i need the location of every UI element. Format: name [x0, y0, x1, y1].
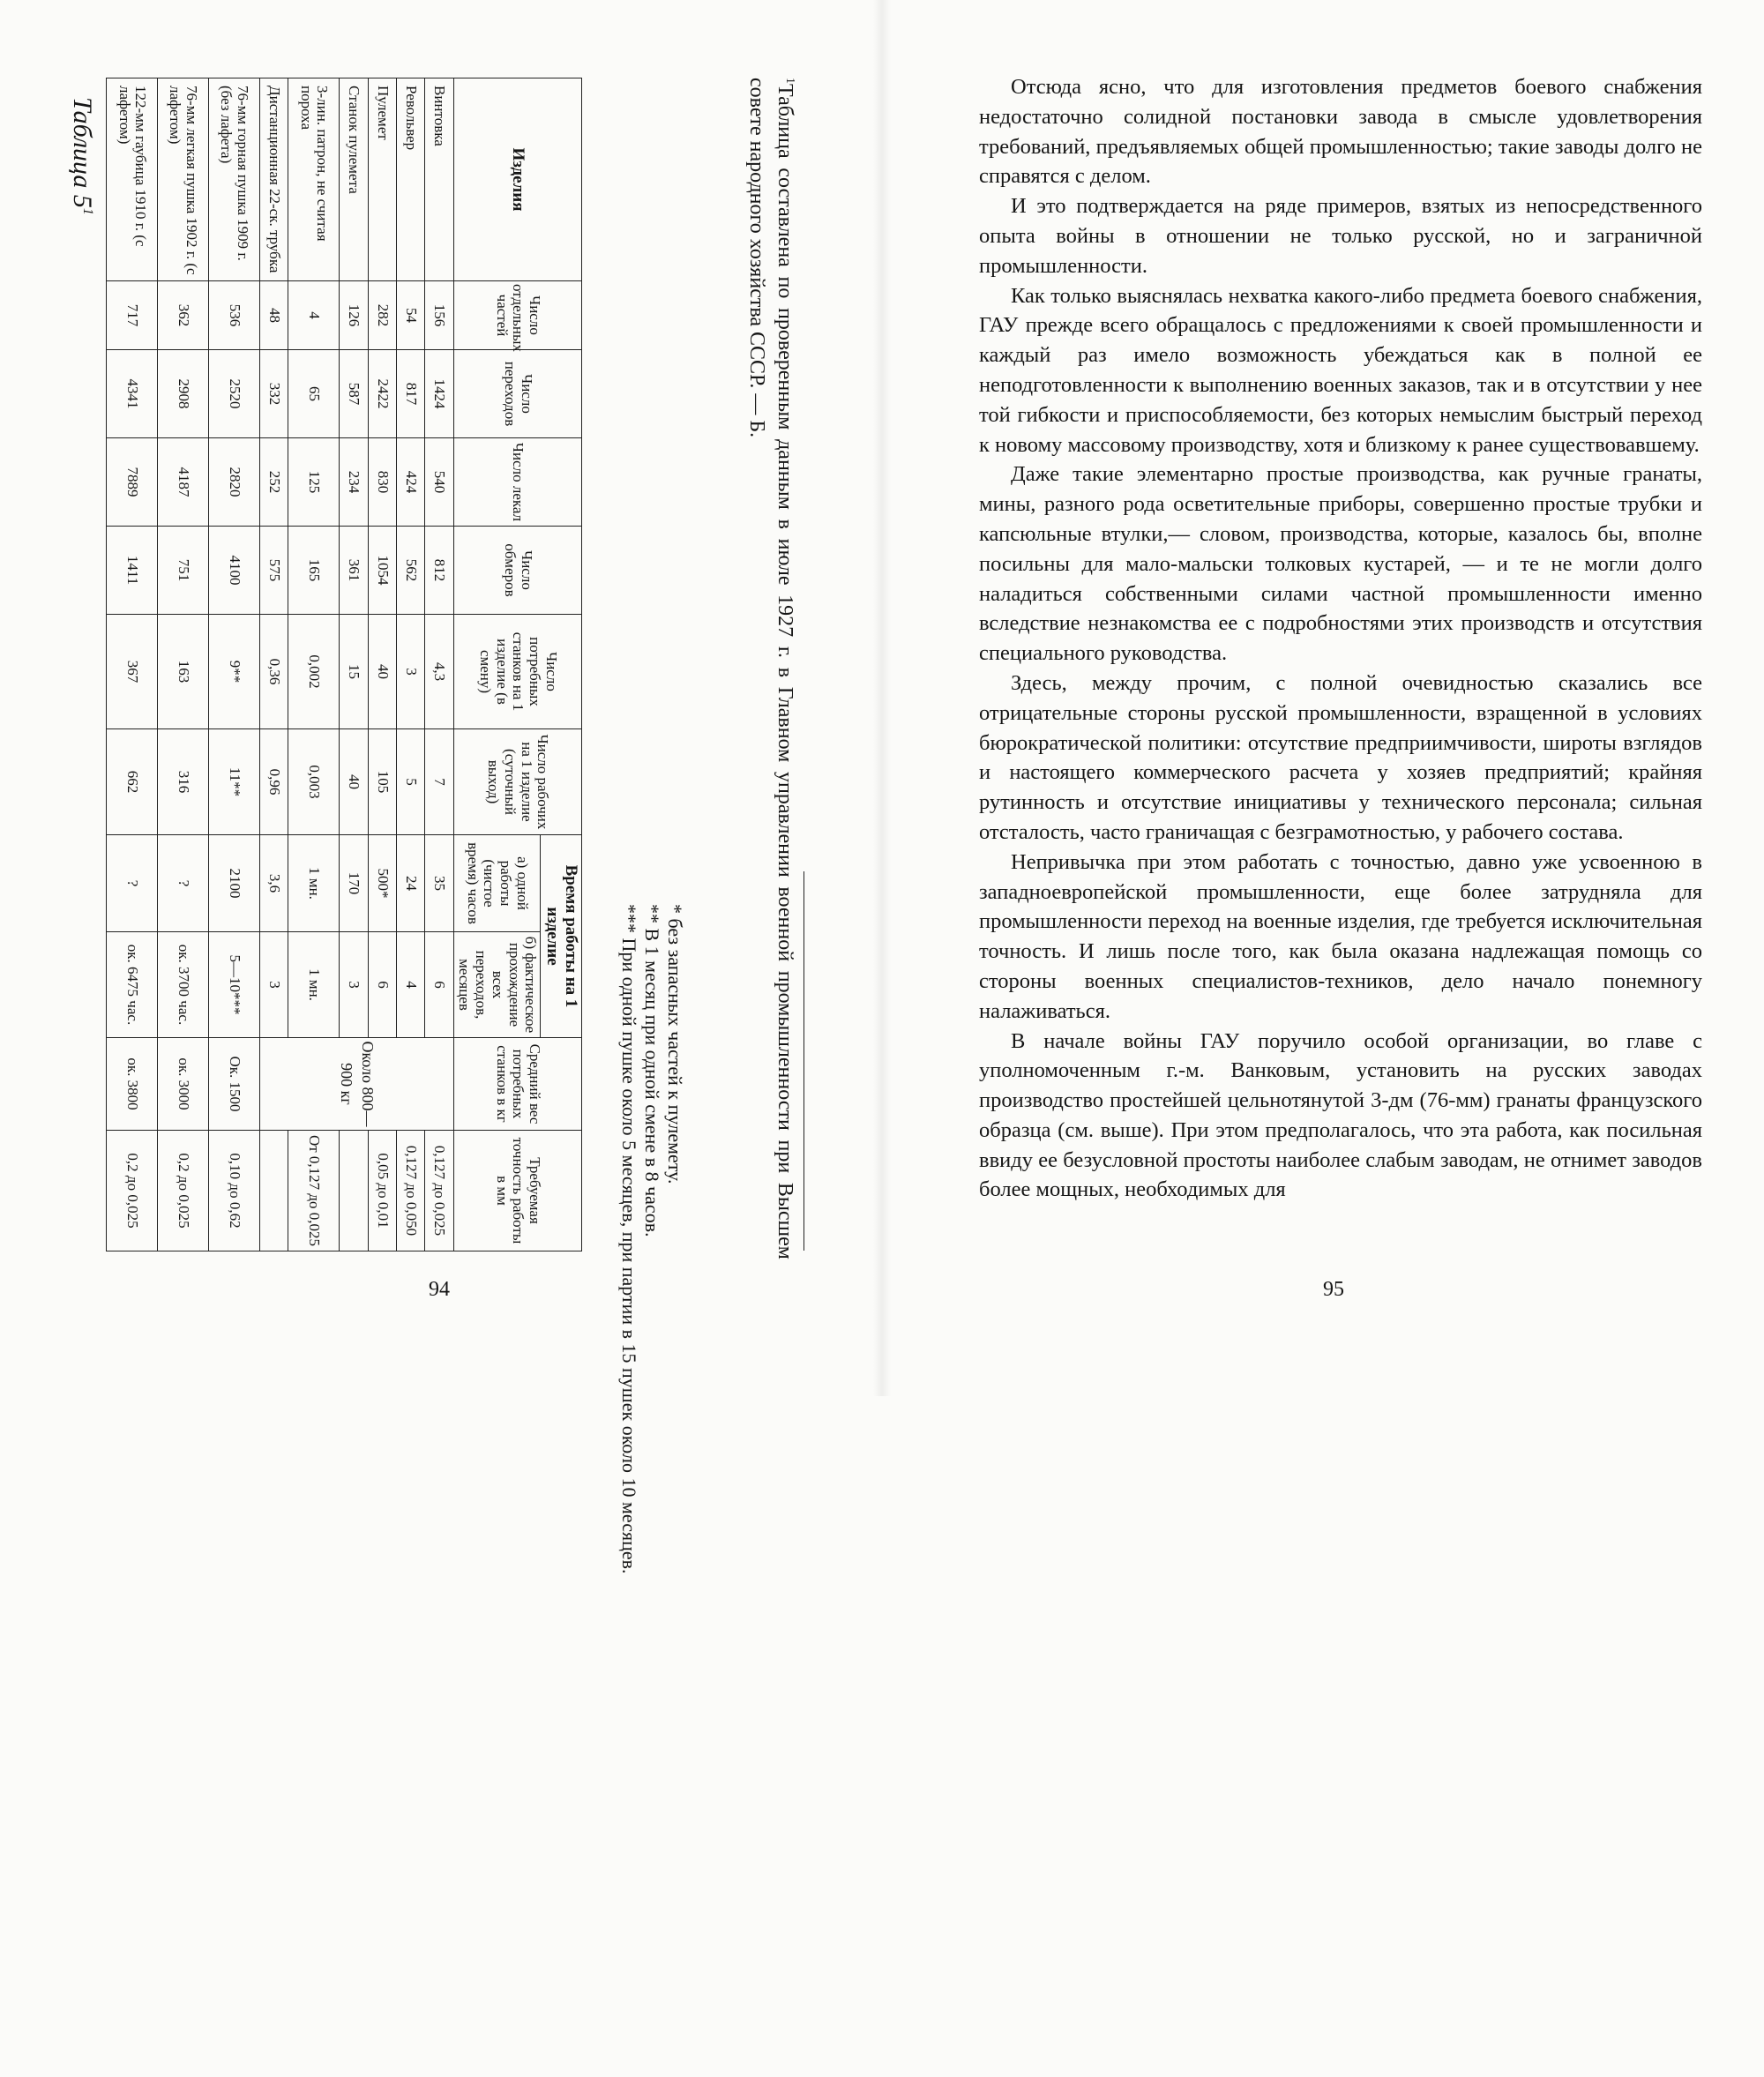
- table-cell-parts: 536: [208, 281, 259, 350]
- table-notes: [617, 904, 686, 2077]
- table-cell-time-b: 1 мн.: [288, 932, 340, 1038]
- table-cell-ops: 2908: [158, 350, 209, 438]
- table-cell-workers: 105: [368, 729, 396, 835]
- table-cell-item: 76-мм горная пушка 1909 г. (без лафета): [208, 78, 259, 281]
- table-cell-item: Дистанционная 22-ск. трубка: [259, 78, 288, 281]
- paragraph: Отсюда ясно, что для изготовления предметов боевого снабжения недостаточно солидной постановки завода в смысле удовлетворения требований, предъявляемых общей промышленностью; такие заводы долго не справятся с делом.: [979, 75, 1702, 189]
- table-cell-tools: 125: [288, 438, 340, 527]
- body-text: [979, 72, 1702, 1205]
- table-cell-ops: 65: [288, 350, 340, 438]
- table-cell-machines: 0,36: [259, 615, 288, 729]
- col-time-a-header: а) одной работы (чистое время) часов: [453, 835, 540, 932]
- table-cell-workers: 316: [158, 729, 209, 835]
- table-row: [425, 78, 453, 1251]
- table-cell-weight: ок. 3800: [107, 1038, 158, 1131]
- col-time-b-header: б) фактическое прохождение всех переходов, месяцев: [453, 932, 540, 1038]
- table-cell-gauges: 1411: [107, 527, 158, 615]
- right-page: [882, 0, 1764, 1396]
- table-cell-item: 3-лин. патрон, не считая пороха: [288, 78, 340, 281]
- table-cell-gauges: 1054: [368, 527, 396, 615]
- table-cell-precision: [259, 1131, 288, 1251]
- table-cell-workers: 7: [425, 729, 453, 835]
- table-cell-time-a: ?: [107, 835, 158, 932]
- table-row: [208, 78, 259, 1251]
- table-cell-gauges: 4100: [208, 527, 259, 615]
- table-cell-time-a: 35: [425, 835, 453, 932]
- table-cell-gauges: 361: [340, 527, 368, 615]
- table-cell-parts: 362: [158, 281, 209, 350]
- table-cell-time-a: 170: [340, 835, 368, 932]
- table-cell-parts: 4: [288, 281, 340, 350]
- paragraph: И это подтверждается на ряде примеров, взятых из непосредственного опыта войны в отношении не только русской, но и заграничной промышленности.: [979, 194, 1702, 278]
- table-cell-tools: 540: [425, 438, 453, 527]
- page-number-left: 94: [429, 1278, 450, 1301]
- table-cell-precision: 0,2 до 0,025: [107, 1131, 158, 1251]
- table-cell-machines: 15: [340, 615, 368, 729]
- paragraph: В начале войны ГАУ поручило особой организации, во главе с уполномоченным г.-м. Ванковым, установить на русских заводах производство простейшей цельнотянутой 3-дм (76-мм) гранаты французского образца (см. выше). При этом предполагалось, что эта работа, как посильная ввиду ее безусловной простоты наиболее слабым заводам, не отнимет заводов более мощных, необходимых для: [979, 1028, 1702, 1202]
- table-cell-machines: 9**: [208, 615, 259, 729]
- table-cell-machines: 163: [158, 615, 209, 729]
- col-tools-header: Число лекал: [453, 438, 581, 527]
- production-table: [106, 78, 582, 1251]
- table-cell-time-b: 5—10***: [208, 932, 259, 1038]
- table-cell-time-a: ?: [158, 835, 209, 932]
- table-cell-tools: 252: [259, 438, 288, 527]
- col-machines-header: Число потребных станков на 1 изделие (в смену): [453, 615, 581, 729]
- table-cell-precision: [340, 1131, 368, 1251]
- paragraph: Как только выяснялась нехватка какого-либо предмета боевого снабжения, ГАУ прежде всего обращалось с предложениями к своей промышленности и каждый раз имело возможность убеждаться как в полной ее неподготовленности к выполнению военных заказов, так и в отсутствии у нее той гибкости и приспособляемости, без которых немыслим быстрый переход к новому массовому производству, хотя и близкому к ранее существовавшему.: [979, 283, 1702, 457]
- table-row: [158, 78, 209, 1251]
- col-gauges-header: Число обмеров: [453, 527, 581, 615]
- table-cell-ops: 2422: [368, 350, 396, 438]
- note-1: * без запасных частей к пулемету.: [664, 904, 686, 1184]
- table-cell-item: Пулемет: [368, 78, 396, 281]
- col-ops-header: Число переходов: [453, 350, 581, 438]
- left-page: [0, 0, 882, 1574]
- table-cell-time-b: 3: [259, 932, 288, 1038]
- table-cell-ops: 587: [340, 350, 368, 438]
- note-3: *** При одной пушке около 5 месяцев, при партии в 15 пушек около 10 месяцев.: [618, 904, 640, 1574]
- table-cell-parts: 126: [340, 281, 368, 350]
- table-cell-machines: 4,3: [425, 615, 453, 729]
- table-cell-item: Револьвер: [397, 78, 425, 281]
- paragraph: Непривычка при этом работать с точностью, давно уже усвоенною в западноевропейской промышленности, еще более затрудняла для промышленности переход на военные изделия, где требуется исключительная точность. И лишь после того, как была оказана надлежащая помощь со стороны военных специалистов-техников, дело начало понемногу налаживаться.: [979, 849, 1702, 1023]
- col-weight-header: Средний вес потребных станков в кг: [453, 1038, 581, 1131]
- table-body: [107, 78, 454, 1251]
- footnote-text: $^1$Таблица составлена по проверенным данным в июле 1927 г. в Главном управлении военной промышленности при Высшем совете народного хозяйства СССР. — Б.: [745, 78, 796, 1259]
- table-cell-precision: 0,2 до 0,025: [158, 1131, 209, 1251]
- footnote-block: [743, 78, 804, 1259]
- table-cell-precision: 0,127 до 0,025: [425, 1131, 453, 1251]
- table-cell-time-b: ок. 3700 час.: [158, 932, 209, 1038]
- table-cell-gauges: 575: [259, 527, 288, 615]
- table-cell-workers: 0,96: [259, 729, 288, 835]
- table-cell-machines: 0,002: [288, 615, 340, 729]
- paragraph: Даже такие элементарно простые производства, как ручные гранаты, мины, разного рода осветительные приборы, совершенно простые трубки и капсюльные втулки,— словом, производства, которые, казалось бы, вполне посильны для мало-мальски толковых кустарей, — и те не могли долго наладиться собственными силами частной промышленности именно вследствие незнакомства ее с подробностями этих производств и отсутствия специального руководства.: [979, 462, 1702, 666]
- table-cell-precision: 0,10 до 0,62: [208, 1131, 259, 1251]
- note-2: ** В 1 месяц при одной смене в 8 часов.: [641, 904, 663, 1237]
- table-cell-item: 76-мм легкая пушка 1902 г. (с лафетом): [158, 78, 209, 281]
- table-cell-ops: 817: [397, 350, 425, 438]
- table-cell-item: 122-мм гаубица 1910 г. (с лафетом): [107, 78, 158, 281]
- table-cell-item: Винтовка: [425, 78, 453, 281]
- col-workers-header: Число рабочих на 1 изделие (суточный выход): [453, 729, 581, 835]
- page-number-right: 95: [1323, 1278, 1344, 1301]
- table-cell-time-a: 3,6: [259, 835, 288, 932]
- table-cell-time-b: 6: [368, 932, 396, 1038]
- table-cell-time-a: 2100: [208, 835, 259, 932]
- table-cell-ops: 4341: [107, 350, 158, 438]
- table-cell-parts: 48: [259, 281, 288, 350]
- table-cell-tools: 2820: [208, 438, 259, 527]
- table-header-row: [541, 78, 582, 1251]
- rotated-table-block: [106, 78, 582, 1251]
- table-cell-parts: 156: [425, 281, 453, 350]
- table-cell-time-b: 3: [340, 932, 368, 1038]
- table-cell-parts: 54: [397, 281, 425, 350]
- table-cell-machines: 3: [397, 615, 425, 729]
- table-cell-gauges: 751: [158, 527, 209, 615]
- table-cell-precision: 0,127 до 0,050: [397, 1131, 425, 1251]
- table-cell-weight: ок. 3000: [158, 1038, 209, 1131]
- table-title: Таблица $5^1$: [68, 97, 97, 215]
- table-cell-workers: 662: [107, 729, 158, 835]
- table-cell-workers: 5: [397, 729, 425, 835]
- table-cell-weight: Ок. 1500: [208, 1038, 259, 1131]
- table-cell-machines: 40: [368, 615, 396, 729]
- table-cell-gauges: 812: [425, 527, 453, 615]
- col-item-header: Изделия: [453, 78, 581, 281]
- table-cell-time-a: 1 мн.: [288, 835, 340, 932]
- table-row: [107, 78, 158, 1251]
- table-cell-time-b: 6: [425, 932, 453, 1038]
- col-precision-header: Требуемая точность работы в мм: [453, 1131, 581, 1251]
- table-cell-precision: От 0,127 до 0,025: [288, 1131, 340, 1251]
- table-cell-item: Станок пулемета: [340, 78, 368, 281]
- table-cell-workers: 0,003: [288, 729, 340, 835]
- table-cell-time-b: ок. 6475 час.: [107, 932, 158, 1038]
- table-cell-gauges: 562: [397, 527, 425, 615]
- table-cell-time-a: 24: [397, 835, 425, 932]
- col-parts-header: Число отдельных частей: [453, 281, 581, 350]
- table-cell-gauges: 165: [288, 527, 340, 615]
- table-cell-tools: 4187: [158, 438, 209, 527]
- table-cell-tools: 830: [368, 438, 396, 527]
- table-cell-workers: 11**: [208, 729, 259, 835]
- table-cell-precision: 0,05 до 0,01: [368, 1131, 396, 1251]
- paragraph: Здесь, между прочим, с полной очевидностью сказались все отрицательные стороны русской промышленности, взращенной в условиях бюрократической политики: отсутствие предприимчивости, широты взглядов и настоящего коммерческого расчета у хозяев предприятий; крайняя рутинность и отсутствие инициативы у технического персонала; сильная отсталость, часто граничащая с безграмотностью, у рабочего состава.: [979, 670, 1702, 844]
- table-cell-parts: 282: [368, 281, 396, 350]
- table-cell-time-b: 4: [397, 932, 425, 1038]
- table-cell-tools: 424: [397, 438, 425, 527]
- table-cell-tools: 234: [340, 438, 368, 527]
- table-cell-tools: 7889: [107, 438, 158, 527]
- table-cell-workers: 40: [340, 729, 368, 835]
- table-cell-time-a: 500*: [368, 835, 396, 932]
- table-cell-parts: 717: [107, 281, 158, 350]
- table-cell-ops: 2520: [208, 350, 259, 438]
- table-cell-ops: 1424: [425, 350, 453, 438]
- col-time-group-header: Время работы на 1 изделие: [541, 835, 582, 1038]
- table-cell-weight-merged: Около 800—900 кг: [259, 1038, 453, 1131]
- table-cell-ops: 332: [259, 350, 288, 438]
- table-cell-machines: 367: [107, 615, 158, 729]
